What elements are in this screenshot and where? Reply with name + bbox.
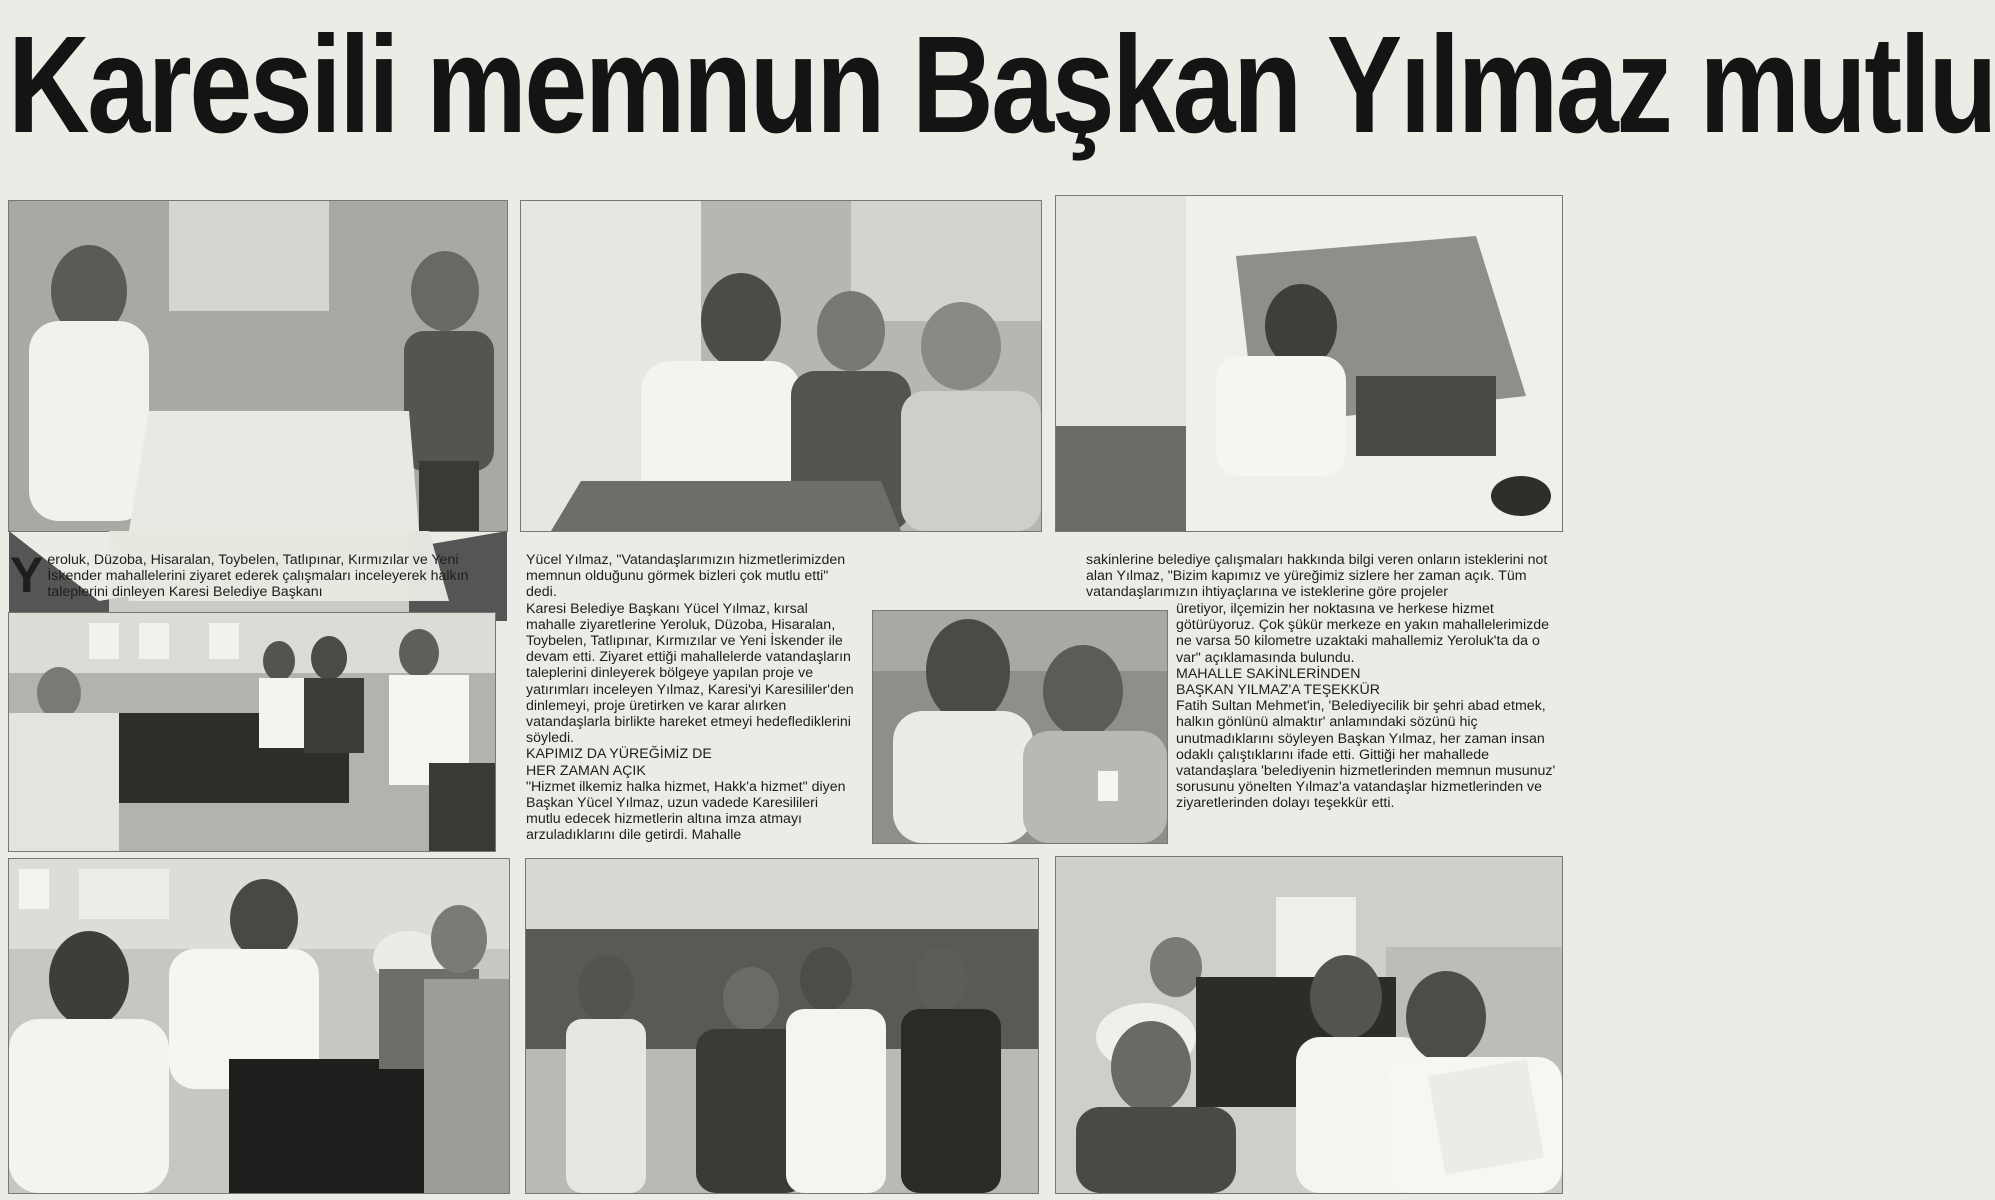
col3-paragraph-2: üretiyor, ilçemizin her noktasına ve herkese hizmet götürüyoruz. Çok şükür merkeze en yakın mahallelerimizde ne varsa 50 kilometre uzaktaki mahallemiz Yeroluk'ta da o var" açıklamasında bulundu.: [1176, 601, 1549, 666]
col3-paragraph-1: sakinlerine belediye çalışmaları hakkında bilgi veren onların isteklerini not alan Yılmaz, "Bizim kapımız ve yüreğimiz sizlere her zaman açık. Tüm vatandaşlarımızın ihtiyaçlarına ve isteklerine göre projeler: [1086, 552, 1548, 601]
photo-van-door: [1055, 195, 1563, 532]
photo-boy-at-table: [8, 200, 508, 532]
article-column-3-top: [1086, 552, 1556, 601]
article-column-3-bottom: [1176, 601, 1560, 812]
col2-subhead-1: KAPIMIZ DA YÜREĞİMİZ DE: [526, 746, 712, 763]
col2-paragraph-1: Yücel Yılmaz, "Vatandaşlarımızın hizmetlerimizden memnun olduğunu görmek bizleri çok mutlu etti" dedi.: [526, 552, 846, 601]
photo-group-seated: [8, 612, 496, 852]
col2-paragraph-2: Karesi Belediye Başkanı Yücel Yılmaz, kırsal mahalle ziyaretlerine Yeroluk, Düzoba, Hisaralan, Toybelen, Tatlıpınar, Kırmızılar ve Yeni İskender ile devam etti. Ziyaret ettiği mahallelerde vatandaşların taleplerini dinleyerek bölgeye yapılan proje ve yatırımları inceleyen Yılmaz, Karesi'yi Karesililer'den dinlemeyi, proje üretirken ve karar alırken vatandaşlarla birlikte hareket etmeyi hedeflediklerini söyledi.: [526, 600, 854, 747]
article-column-1-top: [10, 547, 488, 603]
photo-men-outdoors: [525, 858, 1039, 1194]
photo-coffeehouse: [8, 858, 510, 1194]
dropcap: Y: [10, 547, 44, 603]
col2-paragraph-3: "Hizmet ilkemiz halka hizmet, Hakk'a hizmet" diyen Başkan Yücel Yılmaz, uzun vadede Karesilileri mutlu edecek hizmetlerin altına imza atmayı arzuladıklarını dile getirdi. Mahalle: [526, 778, 846, 844]
col2-subhead-2: HER ZAMAN AÇIK: [526, 762, 646, 779]
col3-subhead-2: BAŞKAN YILMAZ'A TEŞEKKÜR: [1176, 682, 1381, 699]
col3-subhead-1: MAHALLE SAKİNLERİNDEN: [1176, 665, 1361, 682]
headline: Karesili memnun Başkan Yılmaz mutlu: [8, 8, 1995, 162]
article-column-2: [526, 552, 856, 844]
photo-two-men: [872, 610, 1168, 844]
col1-intro-text: eroluk, Düzoba, Hisaralan, Toybelen, Tatlıpınar, Kırmızılar ve Yeni İskender mahallelerini ziyaret ederek çalışmaları inceleyerek halkın taleplerini dinleyen Karesi Belediye Başkanı: [47, 552, 469, 601]
photo-boy-and-mayor: [1055, 856, 1563, 1194]
col3-paragraph-3: Fatih Sultan Mehmet'in, 'Belediyecilik bir şehri abad etmek, halkın gönlünü almaktır' anlamındaki sözünü hiç unutmadıklarını söyleyen Başkan Yılmaz, her zaman insan odaklı çalıştıklarını ifade etti. Gittiği her mahallede vatandaşlara 'belediyenin hizmetlerinden memnun musunuz' sorusunu yönelten Yılmaz'a vatandaşlar hizmetlerinden ve ziyaretlerinden dolayı teşekkür etti.: [1176, 698, 1556, 812]
photo-men-at-table: [520, 200, 1042, 532]
